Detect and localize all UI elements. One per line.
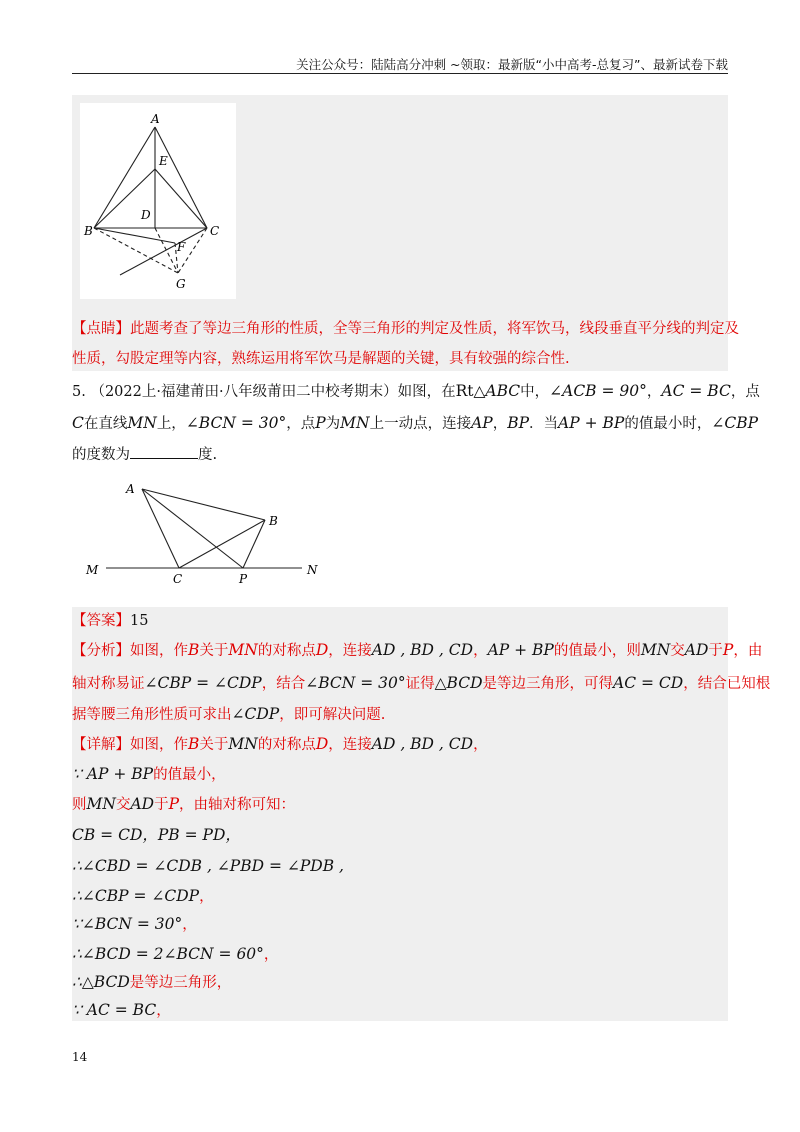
detail-math: B — [188, 735, 200, 753]
page-number: 14 — [72, 1050, 88, 1064]
figure-2-svg — [80, 476, 330, 586]
problem-text: 为 — [325, 416, 341, 432]
detail-line-4 — [72, 825, 241, 846]
analysis-text: ，结合已知根 — [683, 676, 771, 692]
problem-dian: ，点 — [730, 384, 760, 400]
detail-math: AD , BD , CD — [371, 735, 474, 753]
analysis-text: 是等边三角形，可得 — [482, 676, 614, 692]
analysis-line-1 — [72, 640, 762, 661]
analysis-text: 关于 — [199, 643, 229, 659]
detail-math: AD — [130, 795, 155, 813]
dianjing-tag: 【点睛】 — [72, 321, 130, 337]
figure-1-label-a: A — [151, 112, 160, 126]
detail-line-9 — [72, 972, 231, 993]
header-rule — [72, 73, 728, 74]
detail-text: 关于 — [199, 737, 229, 753]
detail-text: ， — [199, 889, 214, 905]
detail-line-1 — [72, 734, 488, 755]
answer-blank — [130, 444, 198, 459]
problem-mn: MN — [127, 414, 157, 432]
problem-point-c: C — [72, 414, 84, 432]
detail-math: ∴∠BCD = 2∠BCN = 60° — [72, 945, 264, 963]
problem-number: 5. — [72, 384, 86, 400]
figure-2-label-b: B — [269, 514, 278, 528]
problem-text: ，点 — [286, 416, 316, 432]
detail-text: 于 — [154, 797, 169, 813]
detail-math: ∵ AP + BP — [72, 765, 154, 783]
problem-text: 的度数为 — [72, 447, 130, 463]
figure-2-label-c: C — [173, 572, 183, 586]
figure-1-label-f: F — [177, 240, 186, 254]
analysis-text: ，由 — [733, 643, 763, 659]
problem-line-2 — [72, 413, 758, 434]
analysis-text: 如图，作 — [130, 643, 188, 659]
detail-text: ， — [473, 737, 488, 753]
analysis-text: ，即可解决问题. — [279, 707, 386, 723]
problem-comma: ， — [646, 384, 662, 400]
analysis-math: ∠BCN = 30° — [305, 674, 406, 692]
analysis-math: AD , BD , CD — [371, 641, 474, 659]
analysis-math: P — [722, 641, 734, 659]
dianjing-line-1 — [72, 319, 739, 339]
dianjing-text-2: 性质，勾股定理等内容，熟练运用将军饮马是解题的关键，具有较强的综合性. — [72, 351, 570, 367]
problem-zhong: 中， — [520, 384, 550, 400]
problem-text: 在直线 — [83, 416, 128, 432]
problem-rt: Rt — [455, 382, 474, 400]
analysis-text: ，结合 — [261, 676, 306, 692]
detail-line-10 — [72, 1000, 171, 1021]
answer-tag: 【答案】 — [72, 613, 130, 629]
detail-math: MN — [86, 795, 116, 813]
dianjing-line-2 — [72, 349, 570, 369]
detail-math: ∵∠BCN = 30° — [72, 915, 183, 933]
analysis-math: MN — [640, 641, 671, 659]
page-header: 关注公众号：陆陆高分冲刺 ~领取：最新版“小中高考-总复习”、最新试卷下载 — [296, 57, 728, 72]
detail-text: 则 — [72, 797, 87, 813]
detail-line-2 — [72, 764, 226, 785]
figure-2 — [80, 476, 330, 586]
detail-line-3 — [72, 794, 295, 815]
figure-2-label-n: N — [307, 563, 318, 577]
figure-1-svg — [80, 103, 236, 299]
figure-1 — [80, 103, 236, 299]
detail-text: ，连接 — [328, 737, 372, 753]
detail-text: 如图，作 — [130, 737, 188, 753]
detail-math: MN — [228, 735, 258, 753]
detail-math: P — [168, 795, 179, 813]
analysis-line-3 — [72, 704, 385, 725]
problem-text: 的值最小时， — [624, 416, 712, 432]
problem-ap-bp: AP + BP — [558, 414, 625, 432]
detail-math: ∵ AC = BC — [72, 1001, 157, 1019]
problem-cond-2: AC = BC — [661, 382, 731, 400]
analysis-math: AD — [684, 641, 709, 659]
analysis-text: 的对称点 — [257, 643, 316, 659]
detail-text: ， — [182, 917, 197, 933]
problem-triangle: △ABC — [473, 382, 521, 400]
problem-bp: BP — [507, 414, 530, 432]
analysis-math: D — [315, 641, 329, 659]
problem-angle-cbp: ∠CBP — [711, 414, 759, 432]
analysis-math: △BCD — [434, 674, 483, 692]
figure-2-label-p: P — [239, 572, 248, 586]
figure-1-label-c: C — [210, 224, 220, 238]
figure-1-label-e: E — [159, 154, 168, 168]
problem-cond-1: ∠ACB = 90° — [549, 382, 647, 400]
problem-point-p: P — [315, 414, 326, 432]
problem-mn: MN — [340, 414, 370, 432]
analysis-math: MN — [228, 641, 258, 659]
figure-2-label-a: A — [126, 482, 135, 496]
analysis-math: AP + BP — [487, 641, 554, 659]
dianjing-text-1: 此题考查了等边三角形的性质，全等三角形的判定及性质，将军饮马，线段垂直平分线的判定及 — [130, 321, 739, 337]
detail-text: ， — [156, 1003, 171, 1019]
analysis-line-2 — [72, 673, 770, 694]
detail-line-8 — [72, 944, 278, 965]
detail-math: ∴∠CBP = ∠CDP — [72, 887, 200, 905]
figure-2-label-m: M — [86, 563, 99, 577]
analysis-math: ∠CBP = ∠CDP — [144, 674, 262, 692]
figure-1-label-b: B — [84, 224, 93, 238]
problem-text: ．当 — [529, 416, 559, 432]
analysis-text: ，连接 — [328, 643, 372, 659]
problem-ap: AP — [471, 414, 493, 432]
analysis-text: 据等腰三角形性质可求出 — [72, 707, 232, 723]
problem-line-3 — [72, 444, 217, 465]
detail-text: 交 — [115, 797, 131, 813]
analysis-text: 证得 — [405, 676, 435, 692]
analysis-math: AC = CD — [613, 674, 684, 692]
problem-text: 度. — [198, 447, 218, 463]
problem-source: （2022上·福建莆田·八年级莆田二中校考期末）如图，在 — [90, 384, 456, 400]
figure-1-label-g: G — [176, 277, 186, 291]
detail-line-6 — [72, 886, 214, 907]
analysis-text: 轴对称易证 — [72, 676, 145, 692]
analysis-text: 交 — [670, 643, 685, 659]
detail-text: 的值最小， — [153, 767, 226, 783]
detail-text: 是等边三角形， — [129, 975, 232, 991]
problem-angle-bcn: ∠BCN = 30° — [185, 414, 287, 432]
detail-math: D — [315, 735, 329, 753]
analysis-tag: 【分析】 — [72, 643, 130, 659]
problem-text: 上， — [156, 416, 186, 432]
detail-line-7 — [72, 914, 197, 935]
analysis-math: B — [188, 641, 200, 659]
detail-math: CB = CD，PB = PD， — [72, 826, 241, 844]
analysis-text: ， — [473, 643, 488, 659]
problem-text: 上一动点，连接 — [369, 416, 472, 432]
analysis-math: ∠CDP — [231, 705, 280, 723]
analysis-text: 于 — [708, 643, 723, 659]
detail-math: ∴△BCD — [72, 973, 130, 991]
answer-line — [72, 611, 148, 631]
figure-1-label-d: D — [141, 208, 151, 222]
detail-tag: 【详解】 — [72, 737, 130, 753]
detail-text: 的对称点 — [257, 737, 316, 753]
detail-line-5 — [72, 856, 344, 877]
detail-math: ∴∠CBD = ∠CDB , ∠PBD = ∠PDB , — [72, 857, 344, 875]
problem-text: ， — [492, 416, 508, 432]
detail-text: ， — [263, 947, 279, 963]
analysis-text: 的值最小，则 — [553, 643, 641, 659]
detail-text: ，由轴对称可知： — [179, 797, 295, 813]
problem-line-1 — [72, 381, 760, 402]
answer-value: 15 — [130, 613, 149, 629]
